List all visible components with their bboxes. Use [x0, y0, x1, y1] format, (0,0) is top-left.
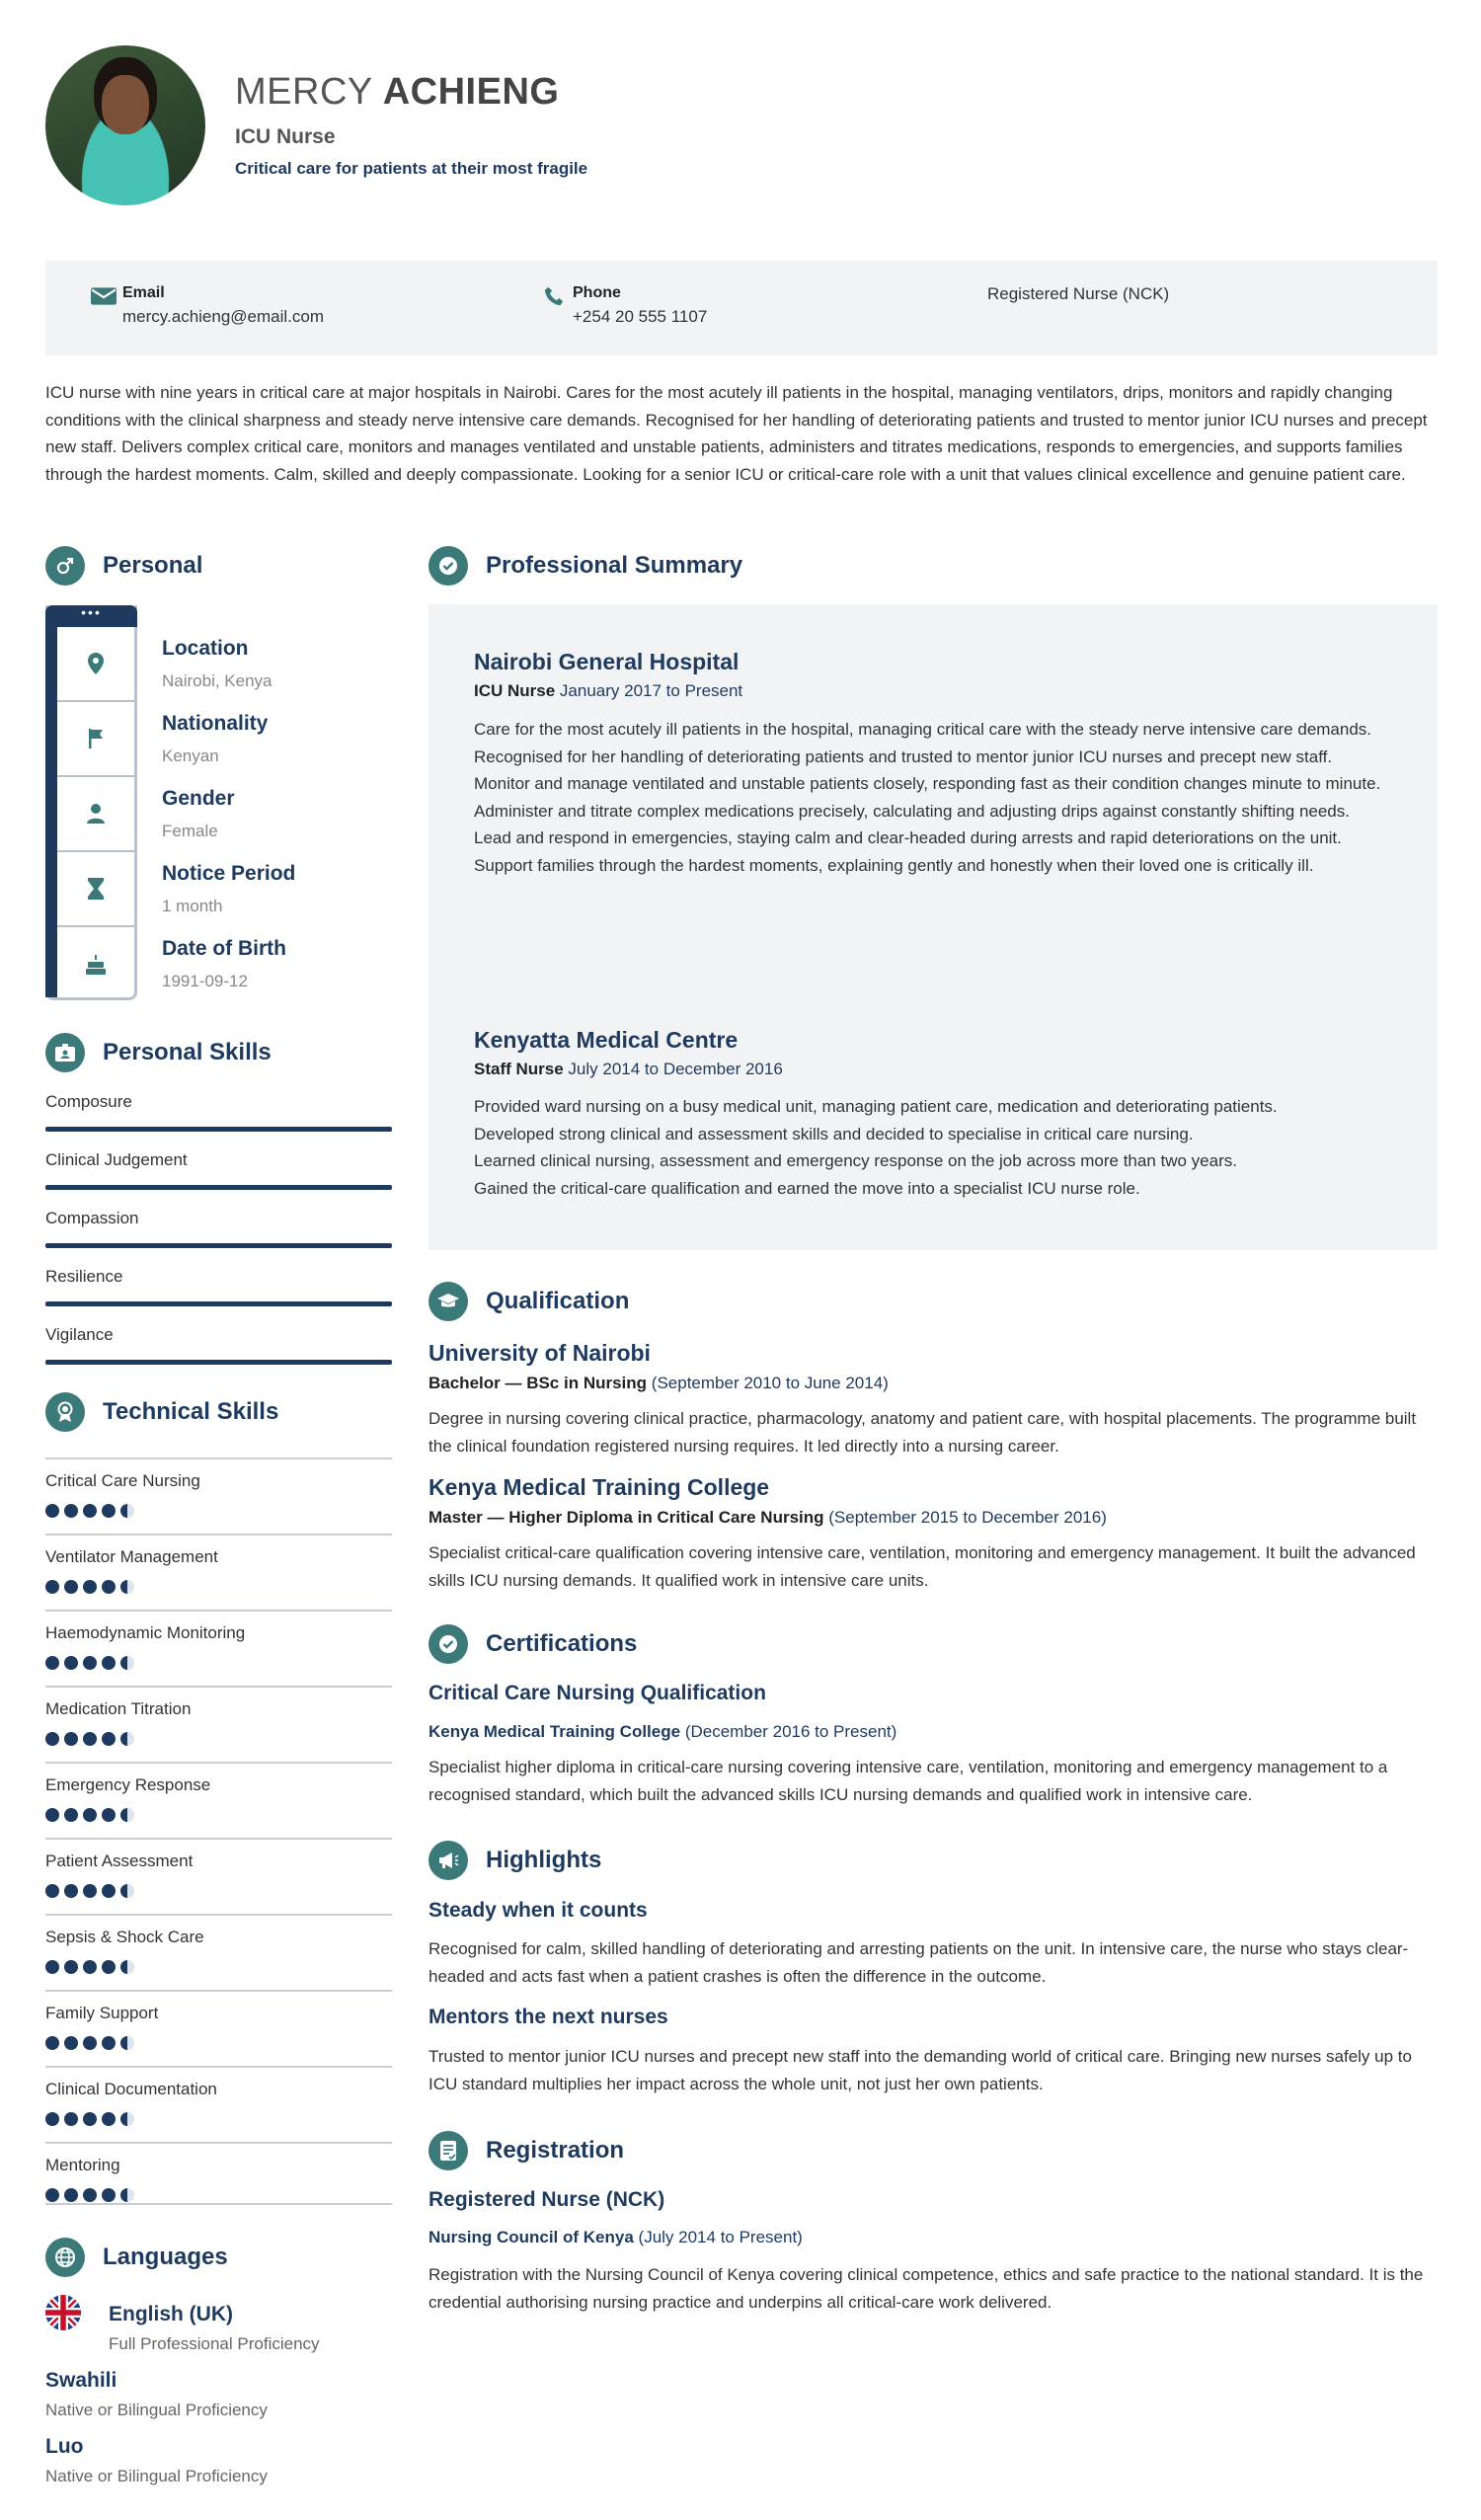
rating-dot — [83, 2112, 97, 2126]
verified-badge-icon — [429, 546, 468, 586]
degree-line — [429, 1508, 1107, 1528]
certification-description: Specialist higher diploma in critical-care nursing covering intensive care, ventilation, monitoring and emergency management to a recognised standard, which built the advanced skills ICU nursing demands and qualified work in intensive care. — [429, 1758, 1388, 1804]
rating-dot — [64, 1732, 78, 1746]
rating-dot — [120, 1580, 134, 1594]
degree-dates: (September 2015 to December 2016) — [828, 1508, 1107, 1527]
rating-dot — [83, 1732, 97, 1746]
graduation-cap-icon — [429, 1282, 468, 1321]
certificate-badge-icon — [429, 1624, 468, 1664]
rating-dot — [120, 1960, 134, 1974]
language-item — [109, 2303, 320, 2354]
person-icon — [57, 777, 134, 852]
personal-skill — [45, 1150, 392, 1190]
skill-name: Clinical Judgement — [45, 1150, 188, 1169]
nationality-label: Nationality — [162, 712, 269, 735]
section-title: Professional Summary — [486, 552, 743, 579]
section-languages — [45, 2238, 228, 2277]
rating-dot — [120, 1656, 134, 1670]
header-text — [235, 72, 587, 179]
highlight-title: Steady when it counts — [429, 1899, 648, 1922]
section-professional-summary — [429, 546, 742, 586]
personal-skill — [45, 1209, 392, 1248]
section-title: Personal — [103, 552, 203, 579]
rating-dot — [64, 1504, 78, 1518]
last-name: ACHIENG — [382, 71, 560, 114]
language-item — [45, 2369, 268, 2420]
section-qualification — [429, 1282, 629, 1321]
megaphone-icon — [429, 1841, 468, 1880]
rating-dot — [45, 1884, 59, 1898]
personal-skill — [45, 1092, 392, 1132]
certification-issuer — [429, 1722, 896, 1742]
certification-title: Critical Care Nursing Qualification — [429, 1682, 766, 1704]
skill-name: Sepsis & Shock Care — [45, 1928, 204, 1946]
rating-dot — [120, 2036, 134, 2050]
flag-icon — [57, 702, 134, 777]
personal-date-of-birth — [162, 937, 286, 991]
language-name: Luo — [45, 2435, 84, 2458]
skill-bar — [45, 1127, 392, 1132]
nationality-value: Kenyan — [162, 747, 219, 765]
rating-dot — [102, 1580, 116, 1594]
job-title: ICU Nurse — [474, 681, 556, 700]
rating-dot — [45, 1656, 59, 1670]
technical-skill — [45, 2066, 392, 2126]
personal-nationality — [162, 712, 268, 766]
technical-skill — [45, 1686, 392, 1746]
job-duties — [474, 716, 1392, 879]
personal-skill — [45, 1267, 392, 1306]
rating-dot — [45, 1732, 59, 1746]
rating-dot — [102, 1808, 116, 1822]
degree-line — [429, 1374, 889, 1393]
rating-dot — [64, 1656, 78, 1670]
notice-period-value: 1 month — [162, 897, 223, 915]
phone-value[interactable]: +254 20 555 1107 — [573, 307, 708, 326]
registration-dates: (July 2014 to Present) — [638, 2228, 803, 2246]
language-name: Swahili — [45, 2369, 117, 2392]
personal-skill — [45, 1325, 392, 1365]
language-item — [45, 2435, 268, 2486]
duty-item: Care for the most acutely ill patients in the hospital, managing critical care with the steady nerve intensive care demands. — [474, 720, 1372, 739]
rating-dot — [102, 1732, 116, 1746]
hourglass-icon — [57, 852, 134, 927]
registration-issuer — [429, 2228, 803, 2247]
skill-name: Vigilance — [45, 1325, 114, 1344]
skill-bar — [45, 1185, 392, 1190]
technical-skill — [45, 1990, 392, 2050]
highlight-title: Mentors the next nurses — [429, 2006, 668, 2028]
job-title: ICU Nurse — [235, 124, 336, 148]
technical-skill — [45, 1610, 392, 1670]
rating-dot — [102, 1504, 116, 1518]
duty-item: Provided ward nursing on a busy medical unit, managing patient care, medication and deteriorating patients. — [474, 1097, 1278, 1116]
gender-symbol-icon — [45, 546, 85, 586]
rating-dot — [120, 1808, 134, 1822]
rating-dot — [102, 1884, 116, 1898]
email-label: Email — [122, 284, 165, 301]
first-name: MERCY — [235, 71, 373, 114]
technical-skill — [45, 2142, 392, 2202]
skill-bar — [45, 1243, 392, 1248]
personal-notice-period — [162, 862, 295, 916]
skill-name: Resilience — [45, 1267, 123, 1286]
dob-label: Date of Birth — [162, 937, 286, 960]
section-title: Qualification — [486, 1288, 630, 1314]
duty-item: Monitor and manage ventilated and unstable patients closely, responding fast as their condition changes minute to minute. — [474, 774, 1381, 793]
technical-skill — [45, 1457, 392, 1518]
duty-item: Gained the critical-care qualification and earned the move into a specialist ICU nurse role. — [474, 1178, 1140, 1198]
uk-flag-icon — [45, 2295, 81, 2330]
rating-dot — [64, 2036, 78, 2050]
duty-item: Recognised for her handling of deteriorating patients and trusted to mentor junior ICU nurses and precept new staff. — [474, 747, 1333, 766]
rating-dot — [83, 1808, 97, 1822]
skill-name: Family Support — [45, 2004, 159, 2022]
skill-rating — [45, 2036, 392, 2050]
skill-bar — [45, 1360, 392, 1365]
personal-gender — [162, 787, 235, 841]
section-registration — [429, 2131, 624, 2170]
skill-name: Compassion — [45, 1209, 139, 1227]
language-name: English (UK) — [109, 2303, 233, 2325]
section-personal — [45, 546, 202, 586]
rating-dot — [45, 2036, 59, 2050]
skill-name: Emergency Response — [45, 1775, 211, 1794]
rating-dot — [64, 1580, 78, 1594]
section-certifications — [429, 1624, 637, 1664]
globe-icon — [45, 2238, 85, 2277]
registration-document-icon — [429, 2131, 468, 2170]
rating-dot — [45, 2112, 59, 2126]
skill-name: Mentoring — [45, 2156, 120, 2174]
skill-name: Ventilator Management — [45, 1547, 218, 1566]
rating-dot — [45, 1504, 59, 1518]
issuer-name: Kenya Medical Training College — [429, 1722, 681, 1741]
rating-dot — [120, 1884, 134, 1898]
rating-dot — [120, 1732, 134, 1746]
job-position — [474, 681, 742, 701]
notice-period-label: Notice Period — [162, 862, 296, 885]
school-name: Kenya Medical Training College — [429, 1474, 770, 1500]
registration-note: Registered Nurse (NCK) — [987, 284, 1170, 303]
certification-dates: (December 2016 to Present) — [684, 1722, 897, 1741]
rating-dot — [64, 2112, 78, 2126]
dob-value: 1991-09-12 — [162, 972, 248, 990]
section-title: Registration — [486, 2137, 625, 2164]
email-icon — [91, 285, 117, 307]
skill-rating — [45, 1884, 392, 1898]
duty-item: Lead and respond in emergencies, staying calm and clear-headed during arrests and rapid deteriorations on the unit. — [474, 828, 1342, 847]
email-value[interactable]: mercy.achieng@email.com — [122, 307, 325, 326]
rating-dot — [45, 1960, 59, 1974]
rating-dot — [64, 2188, 78, 2202]
skill-name: Clinical Documentation — [45, 2080, 217, 2098]
skill-rating — [45, 1504, 392, 1518]
rating-dot — [102, 1960, 116, 1974]
phone-icon — [541, 285, 567, 307]
rating-dot — [83, 1960, 97, 1974]
language-level: Native or Bilingual Proficiency — [45, 2401, 268, 2419]
rating-dot — [102, 2112, 116, 2126]
degree-description: Specialist critical-care qualification covering intensive care, ventilation, monitoring and emergency management. It built the advanced skills ICU nursing demands. It qualified work in intensive care units. — [429, 1543, 1416, 1590]
contact-email[interactable] — [91, 284, 324, 327]
skill-name: Composure — [45, 1092, 132, 1111]
rating-dot — [102, 2036, 116, 2050]
skill-rating — [45, 1732, 392, 1746]
rating-dot — [64, 1960, 78, 1974]
skill-rating — [45, 1580, 392, 1594]
section-personal-skills — [45, 1033, 272, 1072]
skill-rating — [45, 1960, 392, 1974]
skill-rating — [45, 1656, 392, 1670]
duty-item: Support families through the hardest moments, explaining gently and honestly when their loved one is critically ill. — [474, 855, 1314, 875]
technical-skills-divider — [45, 2203, 392, 2205]
technical-skill — [45, 1838, 392, 1898]
personal-panel-top: ••• — [45, 605, 137, 627]
rating-dot — [45, 1808, 59, 1822]
award-ribbon-icon — [45, 1392, 85, 1432]
duty-item: Learned clinical nursing, assessment and emergency response on the job across more than two years. — [474, 1151, 1237, 1170]
rating-dot — [83, 2036, 97, 2050]
section-title: Languages — [103, 2244, 228, 2270]
registration-description: Registration with the Nursing Council of Kenya covering clinical competence, ethics and safe practice to the national standard. It is the credential authorising nursing practice and underpins all critical-care work delivered. — [429, 2265, 1424, 2312]
contact-bar — [45, 261, 1438, 355]
location-value: Nairobi, Kenya — [162, 671, 273, 690]
rating-dot — [45, 1580, 59, 1594]
issuer-name: Nursing Council of Kenya — [429, 2228, 634, 2246]
tagline: Critical care for patients at their most fragile — [235, 158, 588, 178]
job-dates: July 2014 to December 2016 — [568, 1060, 783, 1078]
employer-name: Kenyatta Medical Centre — [474, 1027, 739, 1053]
section-title: Technical Skills — [103, 1398, 279, 1425]
skill-name: Medication Titration — [45, 1699, 192, 1718]
skill-rating — [45, 2188, 392, 2202]
intro-paragraph: ICU nurse with nine years in critical care at major hospitals in Nairobi. Cares for the most acutely ill patients in the hospital, managing ventilators, drips, monitors and rapidly changing conditions with the clinical sharpness and steady nerve intensive care demands. Recognised for her handling of deteriorating patients and trusted to mentor junior ICU nurses and precept new staff. Delivers complex critical care, monitors and manages ventilated and unstable patients, administers and titrates medications, responds to emergencies, and supports families through the hardest moments. Calm, skilled and deeply compassionate. Looking for a senior ICU or critical-care role with a unit that values clinical excellence and genuine patient care. — [45, 383, 1428, 484]
degree-name: Bachelor — BSc in Nursing — [429, 1374, 648, 1392]
rating-dot — [83, 2188, 97, 2202]
candidate-name — [235, 72, 587, 114]
skill-rating — [45, 2112, 392, 2126]
registration-title: Registered Nurse (NCK) — [429, 2188, 665, 2211]
cake-icon — [57, 927, 134, 1002]
section-title: Highlights — [486, 1847, 602, 1873]
section-highlights — [429, 1841, 601, 1880]
employer-name: Nairobi General Hospital — [474, 649, 740, 674]
rating-dot — [45, 2188, 59, 2202]
rating-dot — [64, 1808, 78, 1822]
degree-name: Master — Higher Diploma in Critical Care Nursing — [429, 1508, 824, 1527]
contact-phone[interactable] — [541, 284, 707, 327]
rating-dot — [83, 1656, 97, 1670]
rating-dot — [83, 1504, 97, 1518]
section-technical-skills — [45, 1392, 278, 1432]
rating-dot — [120, 1504, 134, 1518]
location-pin-icon — [57, 627, 134, 702]
phone-label: Phone — [573, 284, 621, 301]
job-title: Staff Nurse — [474, 1060, 564, 1078]
technical-skill — [45, 1762, 392, 1822]
skill-name: Patient Assessment — [45, 1851, 194, 1870]
language-level: Native or Bilingual Proficiency — [45, 2467, 268, 2485]
duty-item: Administer and titrate complex medications precisely, calculating and adjusting drips against constantly shifting needs. — [474, 801, 1350, 821]
rating-dot — [120, 2112, 134, 2126]
job-duties — [474, 1093, 1392, 1202]
gender-label: Gender — [162, 787, 235, 810]
technical-skill — [45, 1534, 392, 1594]
duty-item: Developed strong clinical and assessment skills and decided to specialise in critical care nursing. — [474, 1124, 1194, 1143]
job-dates: January 2017 to Present — [559, 681, 743, 700]
skill-name: Haemodynamic Monitoring — [45, 1623, 246, 1642]
resume-header — [45, 45, 587, 205]
location-label: Location — [162, 637, 249, 660]
highlight-description: Recognised for calm, skilled handling of deteriorating and arresting patients on the unit. In intensive care, the nurse who stays clear-headed and acts fast when a patient crashes is often the difference in the outcome. — [429, 1939, 1409, 1986]
degree-dates: (September 2010 to June 2014) — [651, 1374, 889, 1392]
profile-photo — [45, 45, 205, 205]
gender-value: Female — [162, 822, 218, 840]
highlight-description: Trusted to mentor junior ICU nurses and precept new staff into the demanding world of critical care. Bringing new nurses safely up to ICU standard multiplies her impact across the whole unit, not just her own patients. — [429, 2047, 1412, 2093]
id-badge-icon — [45, 1033, 85, 1072]
rating-dot — [102, 2188, 116, 2202]
section-title: Personal Skills — [103, 1039, 272, 1065]
language-level: Full Professional Proficiency — [109, 2334, 320, 2353]
technical-skill — [45, 1914, 392, 1974]
section-title: Certifications — [486, 1630, 638, 1657]
skill-name: Critical Care Nursing — [45, 1471, 200, 1490]
school-name: University of Nairobi — [429, 1340, 651, 1366]
skill-bar — [45, 1301, 392, 1306]
rating-dot — [83, 1884, 97, 1898]
rating-dot — [64, 1884, 78, 1898]
job-position — [474, 1060, 783, 1079]
personal-panel-rail — [45, 627, 57, 997]
rating-dot — [120, 2188, 134, 2202]
personal-location — [162, 637, 273, 691]
rating-dot — [102, 1656, 116, 1670]
rating-dot — [83, 1580, 97, 1594]
degree-description: Degree in nursing covering clinical practice, pharmacology, anatomy and patient care, with hospital placements. The programme built the clinical foundation registered nursing requires. It led directly into a nursing career. — [429, 1409, 1417, 1456]
skill-rating — [45, 1808, 392, 1822]
